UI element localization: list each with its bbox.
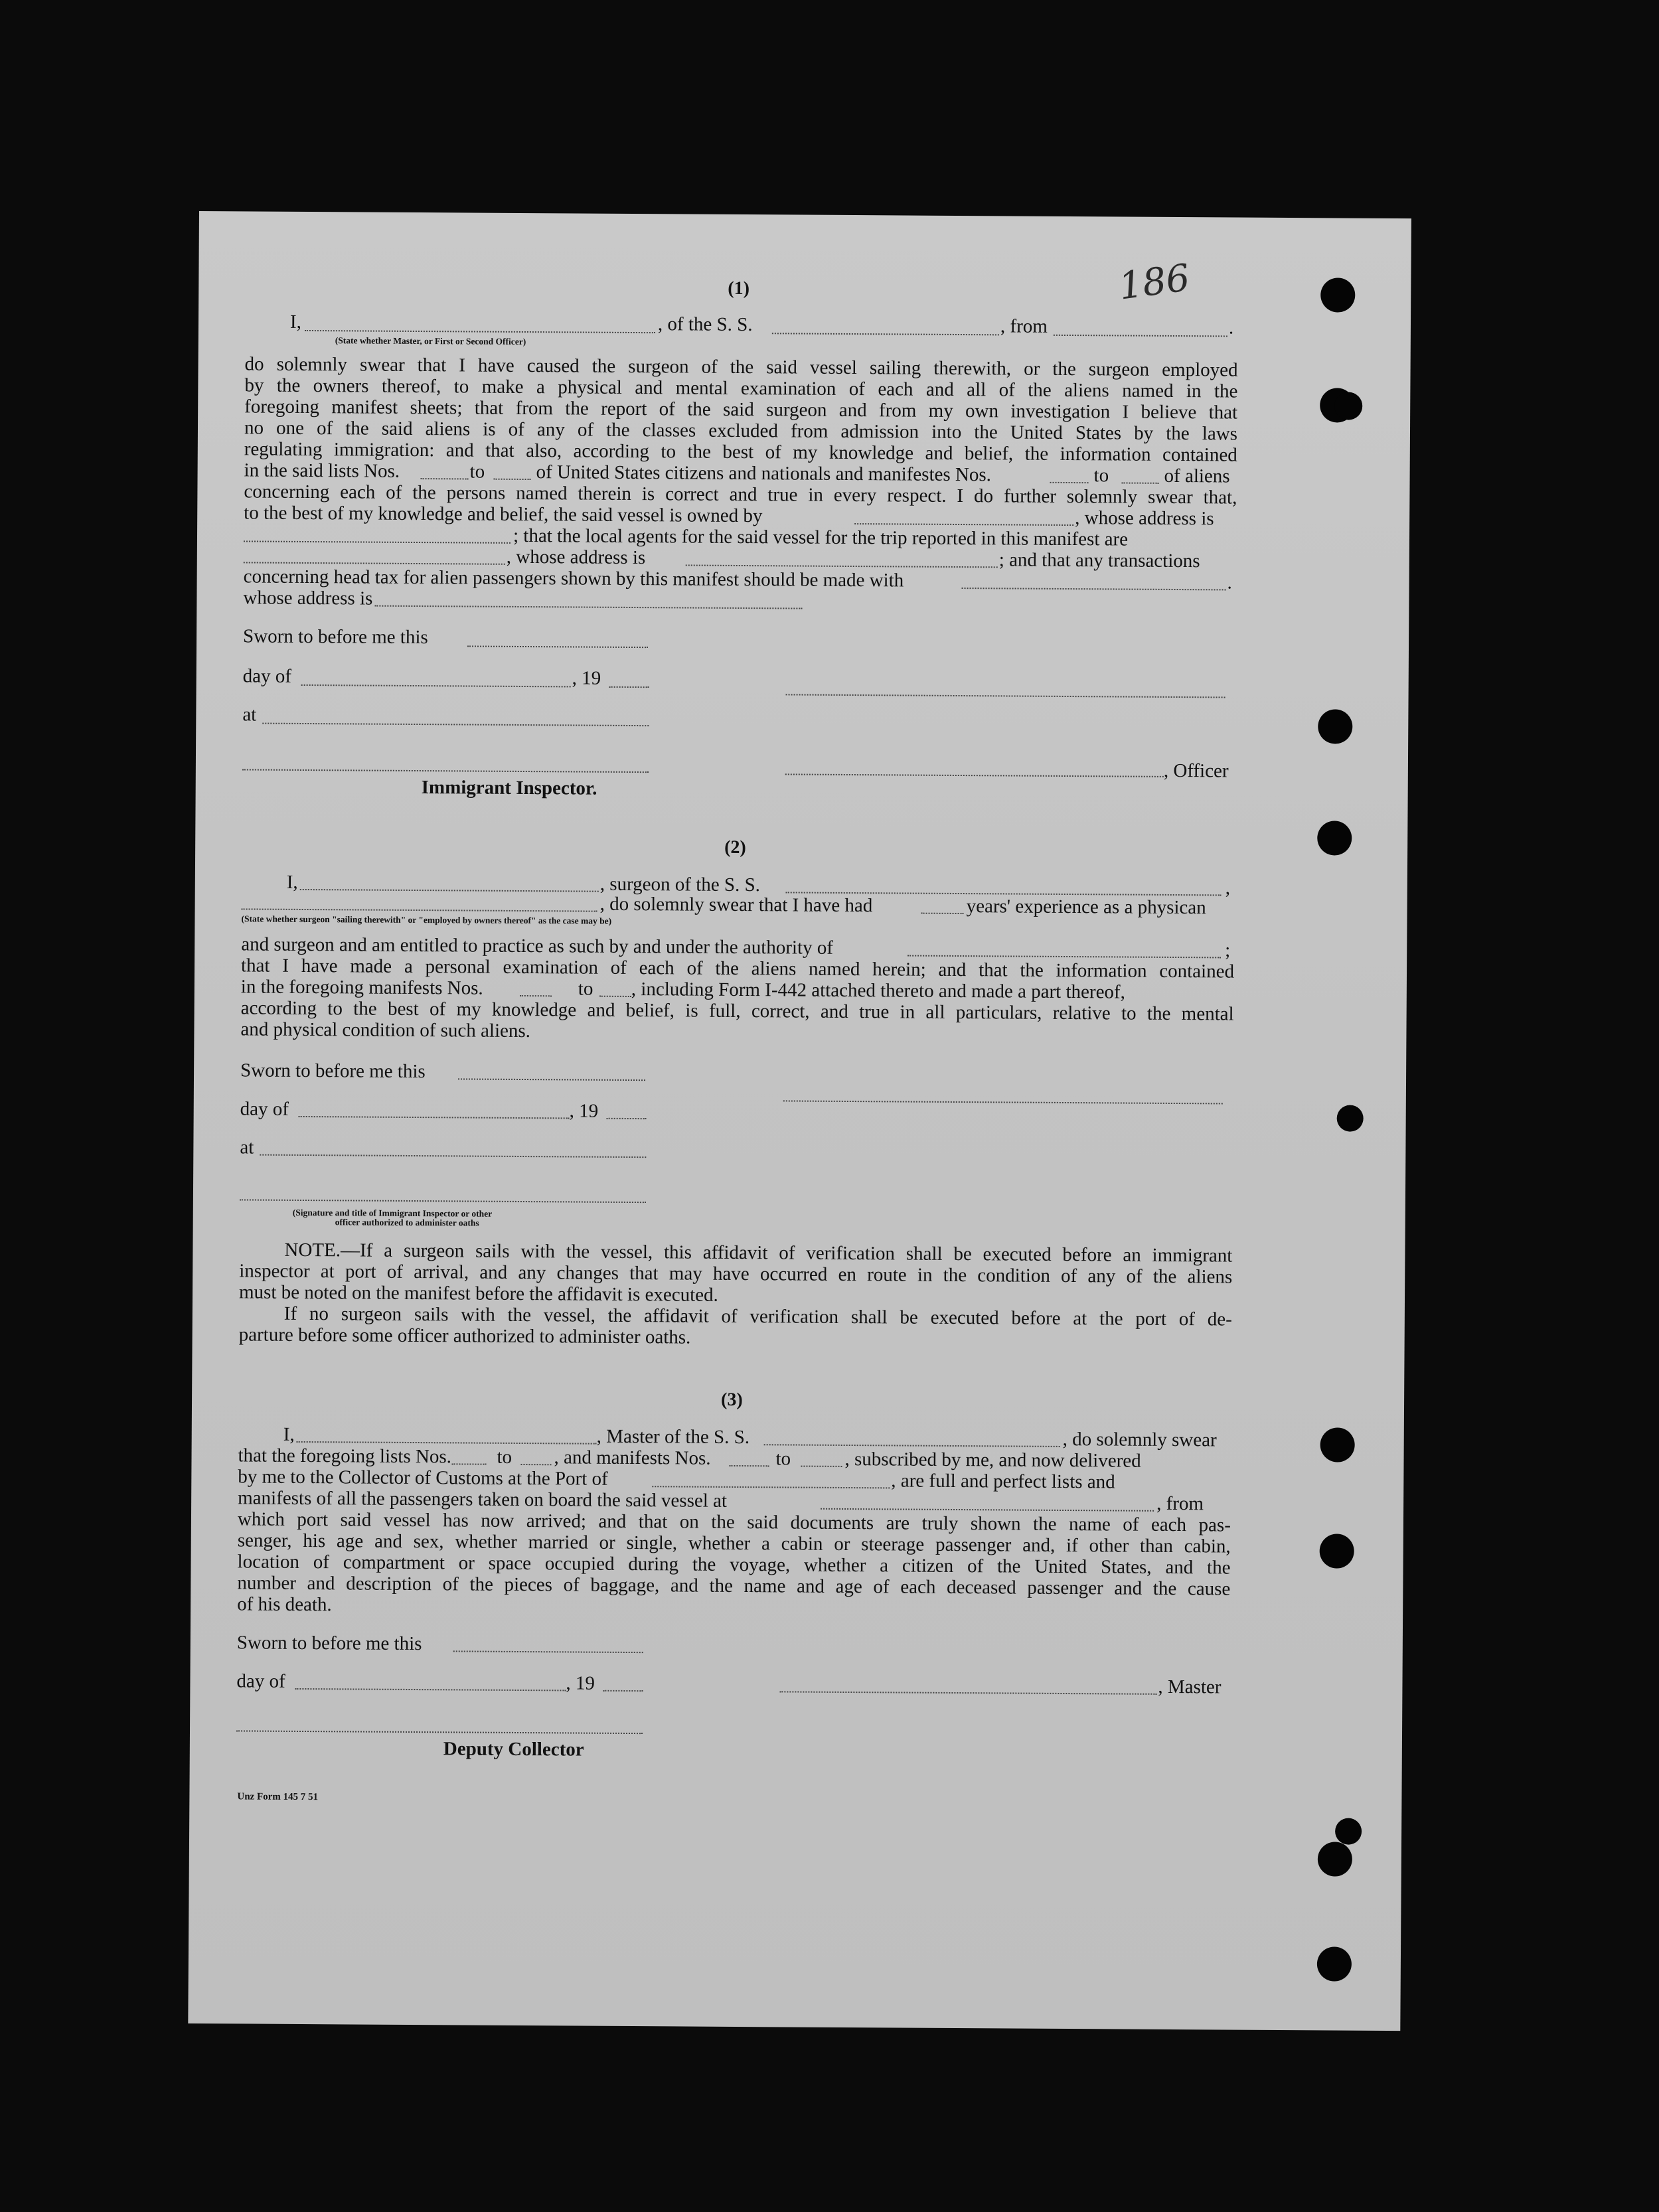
blank-line <box>764 1444 1060 1447</box>
punch-hole <box>1335 1818 1362 1844</box>
text: whose address is <box>243 587 373 609</box>
blank-line <box>603 1690 643 1692</box>
at-label: at <box>240 1137 254 1158</box>
blank-line <box>1122 482 1159 483</box>
text: manifests of all the passengers taken on board the said vessel at <box>238 1487 728 1512</box>
paragraph-line: of his death. <box>237 1593 332 1616</box>
blank-line <box>244 540 511 543</box>
blank-line <box>374 605 802 609</box>
paragraph-line: no one of the said aliens is of any of the classes excluded from admission into the United States by the laws <box>244 417 1238 445</box>
blank-line <box>1050 482 1089 483</box>
signature-line <box>779 1691 1156 1694</box>
text: in the foregoing manifests Nos. <box>240 976 483 999</box>
document-page <box>188 211 1411 2031</box>
paragraph-line: foregoing manifest sheets; that from the report of the said surgeon and from my own investigation I believe that <box>244 396 1238 424</box>
blank-line <box>244 562 505 564</box>
paragraph-line: that I have made a personal examination of each of the aliens named herein; and that the information contained <box>240 955 1235 983</box>
paragraph-line: according to the best of my knowledge and belief, is full, correct, and true in all particulars, relative to the mental <box>240 997 1234 1025</box>
text: by me to the Collector of Customs at the Port of <box>238 1466 608 1490</box>
blank-line <box>821 1508 1154 1512</box>
text: , from <box>1156 1492 1204 1515</box>
blank-line <box>260 1154 646 1158</box>
text: to <box>775 1448 791 1470</box>
text: and surgeon and am entitled to practice as such by and under the authority of <box>241 933 834 959</box>
paragraph-line: number and description of the pieces of baggage, and the name and age of each deceased passenger and the cause <box>237 1572 1231 1600</box>
blank-line <box>599 996 631 997</box>
blank-line <box>300 889 599 892</box>
signature-line <box>240 1199 646 1203</box>
paragraph-line: by the owners thereof, to make a physical and mental examination of each and all of the aliens named in the <box>244 374 1238 402</box>
blank-line <box>801 1466 842 1467</box>
paragraph-line: do solemnly swear that I have caused the surgeon of the said vessel sailing therewith, or the surgeon employed <box>244 353 1238 381</box>
punch-hole <box>1337 1105 1364 1131</box>
surgeon-label: , surgeon of the S. S. <box>599 873 761 896</box>
punch-hole <box>1320 1427 1355 1462</box>
paragraph-line: senger, his age and sex, whether married or single, whether a cabin or steerage passenger and, if other than cabin, <box>237 1530 1231 1557</box>
blank-line <box>451 1463 486 1464</box>
punch-hole <box>1320 1534 1354 1568</box>
signature-line <box>785 773 1164 777</box>
blank-line <box>421 478 469 479</box>
note-line: NOTE.—If a surgeon sails with the vessel, this affidavit of verification shall be executed before an immigrant <box>284 1239 1233 1267</box>
section-2-heading: (2) <box>724 836 746 858</box>
blank-line <box>686 564 998 568</box>
blank-line <box>305 330 655 333</box>
paragraph-line: which port said vessel has now arrived; and that on the said documents are truly shown the name of each pas- <box>237 1508 1231 1536</box>
period: . <box>1227 572 1232 593</box>
day-of-label: day of <box>236 1670 285 1692</box>
punch-hole <box>1320 277 1355 312</box>
lead-i: I, <box>283 1423 295 1445</box>
text: , subscribed by me, and now delivered <box>844 1448 1141 1472</box>
section-3-heading: (3) <box>720 1389 743 1411</box>
text: , Master of the S. S. <box>596 1425 750 1449</box>
year-label: , 19 <box>566 1672 595 1694</box>
paragraph-line: location of compartment or space occupied during the voyage, whether a citizen of the United States, and the <box>237 1551 1231 1579</box>
collector-label: Deputy Collector <box>443 1738 584 1761</box>
signature-line <box>783 1100 1223 1104</box>
blank-line <box>520 1464 551 1465</box>
text: years' experience as a physican <box>966 896 1206 919</box>
master-label: , Master <box>1158 1676 1222 1698</box>
text: that the foregoing lists Nos. <box>238 1445 452 1468</box>
at-label: at <box>242 704 257 726</box>
blank-line <box>772 333 999 335</box>
text: ; that the local agents for the said vessel for the trip reported in this manifest are <box>513 524 1129 550</box>
signature-line <box>786 694 1225 698</box>
text: and physical condition of such aliens. <box>240 1018 531 1042</box>
sworn-label: Sworn to before me this <box>240 1060 426 1083</box>
text: , do solemnly swear that I have had <box>599 893 873 917</box>
note-line: must be noted on the manifest before the affidavit is executed. <box>238 1281 718 1306</box>
lead-i: I, <box>286 871 298 893</box>
text: to <box>469 461 485 483</box>
blank-line <box>1054 335 1227 337</box>
blank-line <box>297 1441 597 1445</box>
blank-line <box>921 913 964 914</box>
officer-label: , Officer <box>1163 759 1229 782</box>
day-of-label: day of <box>240 1098 289 1120</box>
punch-hole <box>1318 1842 1352 1876</box>
blank-line <box>301 684 571 687</box>
paragraph-line: regulating immigration: and that also, according to the best of my knowledge and belief, the information contained <box>244 438 1237 466</box>
text: , including Form I-442 attached thereto and made a part thereof, <box>631 978 1125 1003</box>
handwritten-page-number: 186 <box>1116 256 1193 309</box>
from-label: , from <box>1000 315 1048 337</box>
section-1-heading: (1) <box>728 277 750 299</box>
text: in the said lists Nos. <box>244 459 400 482</box>
text: concerning head tax for alien passengers shown by this manifest should be made with <box>243 566 904 592</box>
year-label: , 19 <box>572 667 601 689</box>
text: , whose address is <box>1075 507 1214 530</box>
blank-line <box>242 908 597 911</box>
period: . <box>1228 317 1234 339</box>
blank-line <box>299 1116 570 1119</box>
blank-line <box>607 1118 647 1119</box>
text: , do solemnly swear <box>1062 1428 1217 1451</box>
of-ss-label: , of the S. S. <box>657 313 753 336</box>
blank-line <box>295 1688 566 1691</box>
blank-line <box>609 686 649 688</box>
note-line: parture before some officer authorized to administer oaths. <box>238 1324 691 1348</box>
punch-hole <box>1334 392 1362 420</box>
comma: , <box>1225 877 1231 899</box>
punch-hole <box>1317 821 1352 855</box>
note-line: inspector at port of arrival, and any changes that may have occurred en route in the condition of any of the aliens <box>239 1260 1233 1288</box>
text: to <box>497 1446 513 1468</box>
text: of aliens <box>1164 465 1230 487</box>
year-label: , 19 <box>569 1100 599 1122</box>
punch-hole <box>1318 709 1352 744</box>
caption: (State whether Master, or First or Second Officer) <box>335 335 526 347</box>
day-of-label: day of <box>242 665 292 687</box>
blank-line <box>908 955 1221 959</box>
inspector-label: Immigrant Inspector. <box>421 777 597 799</box>
text: , are full and perfect lists and <box>891 1470 1115 1493</box>
blank-line <box>729 1465 769 1466</box>
signature-line <box>236 1730 643 1734</box>
blank-line <box>520 995 552 996</box>
text: to the best of my knowledge and belief, the said vessel is owned by <box>244 502 763 527</box>
caption: officer authorized to administer oaths <box>335 1217 479 1228</box>
blank-line <box>458 1078 645 1081</box>
sworn-label: Sworn to before me this <box>242 625 428 649</box>
semicolon: ; <box>1225 939 1231 961</box>
caption: (Signature and title of Immigrant Inspector or other <box>292 1207 493 1219</box>
text: to <box>1093 465 1109 487</box>
text: , whose address is <box>506 546 646 569</box>
signature-line <box>242 769 649 773</box>
lead-i: I, <box>289 311 302 333</box>
blank-line <box>854 523 1073 526</box>
blank-line <box>467 645 648 648</box>
blank-line <box>494 479 531 480</box>
sworn-label: Sworn to before me this <box>236 1632 422 1655</box>
text: of United States citizens and nationals and manifestes Nos. <box>536 461 992 486</box>
caption: (State whether surgeon "sailing therewith" or "employed by owners thereof" as the case may be) <box>241 913 612 926</box>
blank-line <box>453 1650 643 1653</box>
note-line: If no surgeon sails with the vessel, the affidavit of verification shall be executed before at the port of de- <box>283 1303 1232 1330</box>
blank-line <box>962 588 1226 590</box>
text: , and manifests Nos. <box>554 1447 711 1469</box>
form-identifier: Unz Form 145 7 51 <box>237 1791 319 1803</box>
blank-line <box>262 723 649 727</box>
text: ; and that any transactions <box>998 549 1200 572</box>
text: to <box>578 978 593 1000</box>
paragraph-line: concerning each of the persons named therein is correct and true in every respect. I do further solemnly swear that, <box>244 481 1237 509</box>
blank-line <box>652 1486 890 1488</box>
punch-hole <box>1317 1946 1352 1981</box>
